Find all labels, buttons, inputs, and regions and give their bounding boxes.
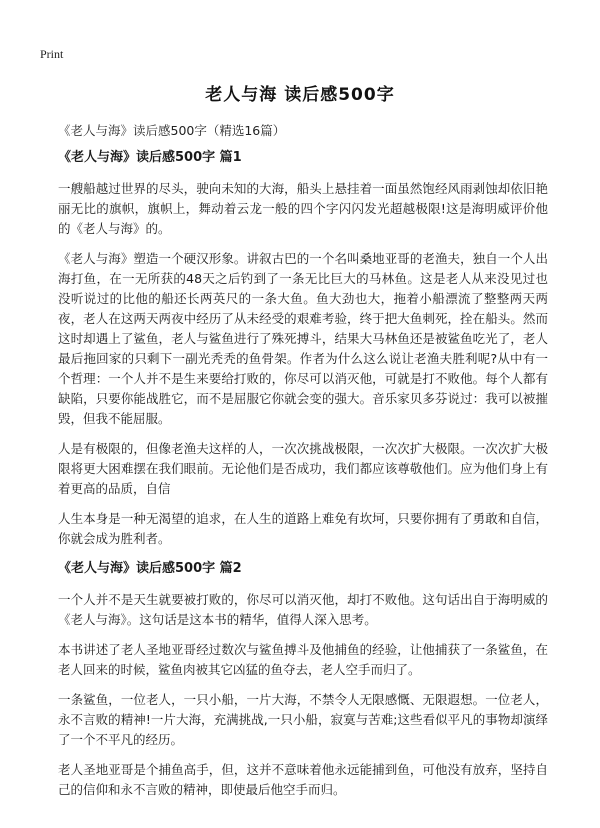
paragraph: 老人圣地亚哥是个捕鱼高手，但，这并不意味着他永远能捕到鱼，可他没有放弃，坚持自己的信仰和永不言败的精神，即使最后他空手而归。	[58, 762, 548, 797]
paragraph: 一艘船越过世界的尽头，驶向未知的大海，船头上悬挂着一面虽然饱经风雨剥蚀却依旧艳丽无比的旗帜，旗帜上，舞动着云龙一般的四个字闪闪发光超越极限!这是海明威评价他的《老人与海》的。	[58, 181, 548, 236]
paragraph: 一条鲨鱼，一位老人，一只小船，一片大海，不禁令人无限感慨、无限遐想。一位老人，永不言败的精神!一片大海，充满挑战,一只小船，寂寞与苦难;这些看似平凡的事物却演绎了一个不平凡的经历。	[58, 692, 548, 747]
paragraph: 《老人与海》塑造一个硬汉形象。讲叙古巴的一个名叫桑地亚哥的老渔夫，独自一个人出海打鱼，在一无所获的48天之后钓到了一条无比巨大的马林鱼。这是老人从来没见过也没听说过的比他的船还长两英尺的一条大鱼。鱼大劲也大，拖着小船漂流了整整两天两夜，老人在这两天两夜中经历了从未经受的艰难考验，终于把大鱼刺死，拴在船头。然而这时却遇上了鲨鱼，老人与鲨鱼进行了殊死搏斗，结果大马林鱼还是被鲨鱼吃光了，老人最后拖回家的只剩下一副光秃秃的鱼骨架。作者为什么这么说让老渔夫胜利呢?从中有一个哲理：一个人并不是生来要给打败的，你尽可以消灭他，可就是打不败他。每个人都有缺陷，只要你能战胜它，而不是屈服它你就会变的强大。音乐家贝多芬说过：我可以被摧毁，但我不能屈服。	[58, 251, 548, 426]
article-body	[58, 148, 548, 810]
section-heading-2: 《老人与海》读后感500字 篇2	[58, 561, 242, 576]
page-title: 老人与海 读后感500字	[205, 85, 395, 105]
paragraph: 人是有极限的，但像老渔夫这样的人，一次次挑战极限，一次次扩大极限。一次次扩大极限将更大困难摆在我们眼前。无论他们是否成功，我们都应该尊敬他们。应为他们身上有着更高的品质，自信	[58, 441, 548, 496]
paragraph: 本书讲述了老人圣地亚哥经过数次与鲨鱼搏斗及他捕鱼的经验，让他捕获了一条鲨鱼，在老人回来的时候，鲨鱼肉被其它凶猛的鱼夺去，老人空手而归了。	[58, 642, 548, 677]
paragraph: 一个人并不是天生就要被打败的，你尽可以消灭他，却打不败他。这句话出自于海明威的《老人与海》。这句话是这本书的精华，值得人深入思考。	[58, 592, 548, 627]
print-link[interactable]: Print	[40, 47, 64, 61]
section-heading-1: 《老人与海》读后感500字 篇1	[58, 150, 242, 165]
paragraph: 人生本身是一种无渴望的追求，在人生的道路上难免有坎坷，只要你拥有了勇敢和自信，你就会成为胜利者。	[58, 511, 548, 546]
page-subtitle: 《老人与海》读后感500字（精选16篇）	[58, 123, 286, 138]
